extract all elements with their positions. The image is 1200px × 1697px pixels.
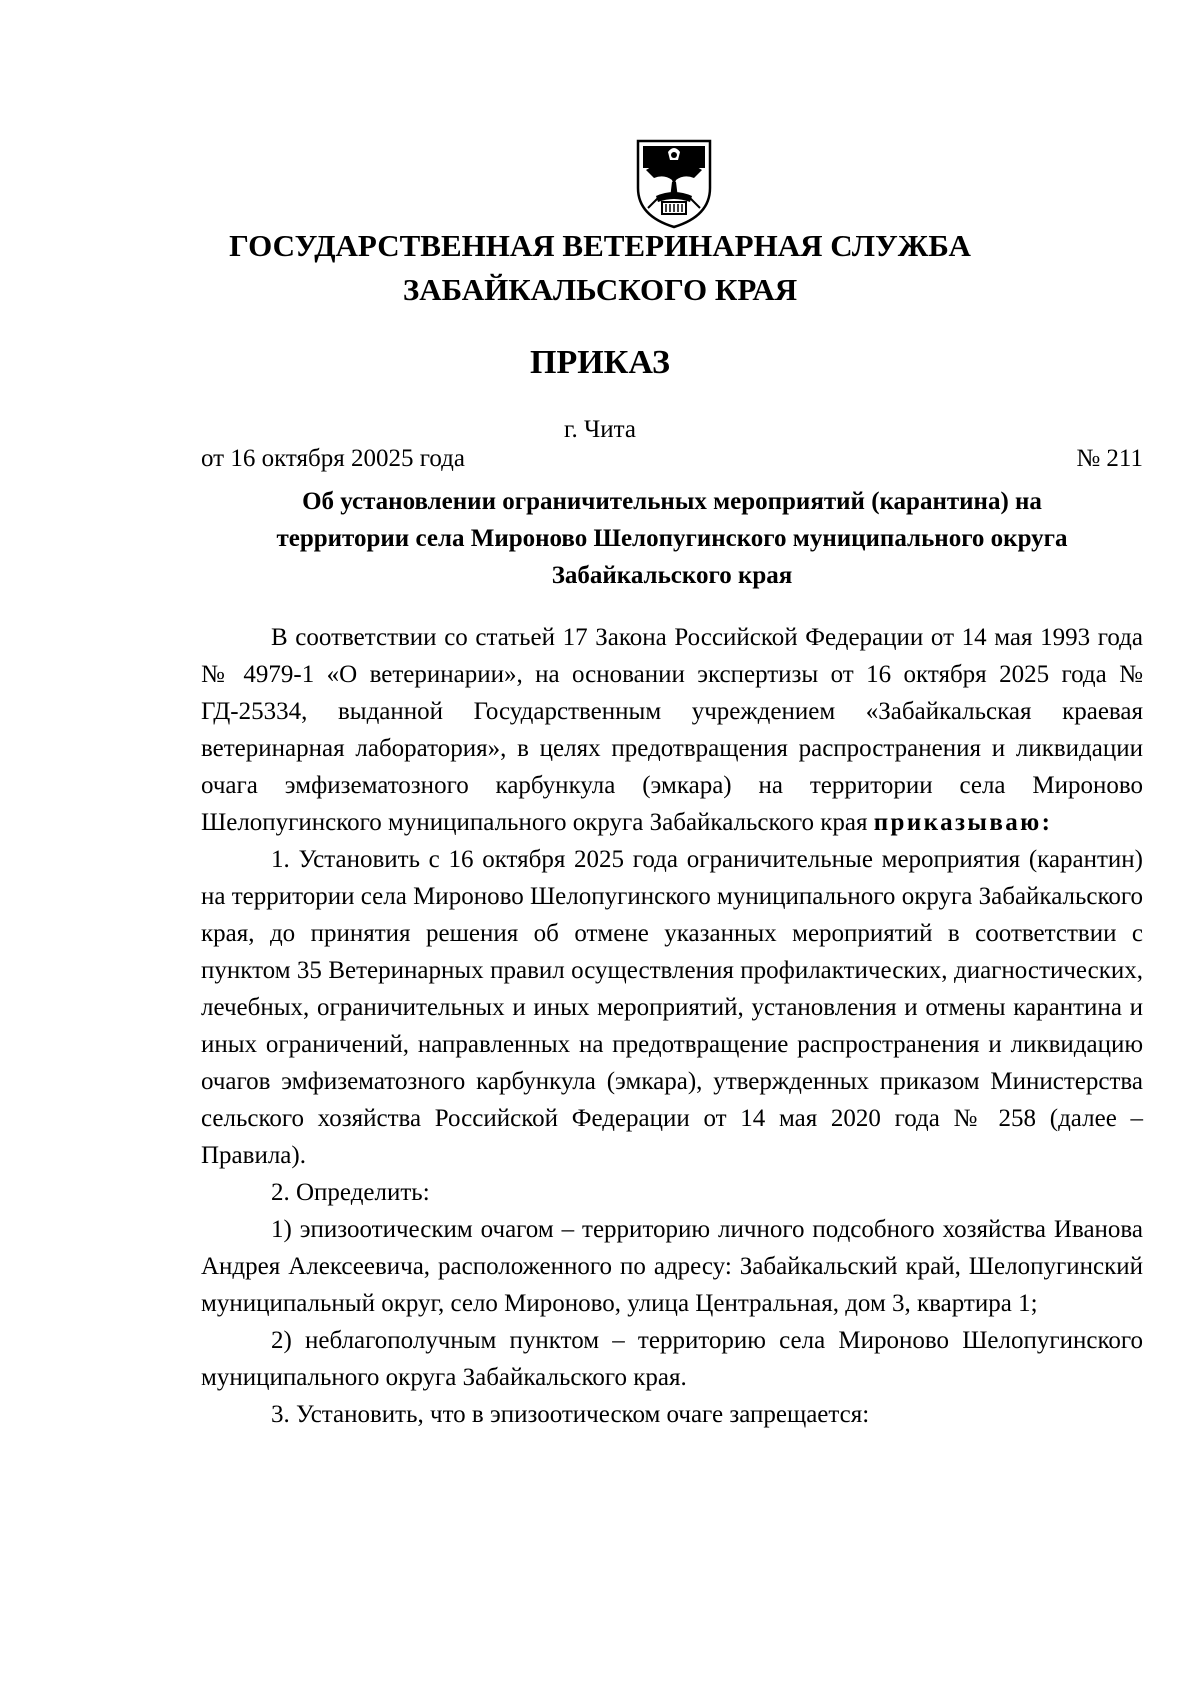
item-1-paragraph: 1. Установить с 16 октября 2025 года ограничительные мероприятия (карантин) на территории села Мироново Шелопугинского муниципального округа Забайкальского края, до принятия решения об отмене указанных мероприятий в соответствии с пунктом 35 Ветеринарных правил осуществления профилактических, диагностических, лечебных, ограничительных и иных мероприятий, установления и отмены карантина и иных ограничений, направленных на предотвращение распространения и ликвидацию очагов эмфизематозного карбункула (эмкара), утвержденных приказом Министерства сельского хозяйства Российской Федерации от 14 мая 2020 года № 258 (далее – Правила).	[201, 846, 1143, 1169]
document-body	[201, 619, 1143, 1433]
item-2-paragraph: 2. Определить:	[271, 1179, 430, 1206]
item-3-paragraph: 3. Установить, что в эпизоотическом очаге запрещается:	[271, 1401, 870, 1428]
organization-name	[0, 224, 1200, 312]
order-word: приказываю:	[873, 809, 1053, 836]
document-title	[201, 483, 1143, 594]
date-number-line	[201, 443, 1143, 475]
document-type: ПРИКАЗ	[530, 344, 670, 381]
coat-of-arms-icon	[634, 138, 714, 230]
organization-name-line1: ГОСУДАРСТВЕННАЯ ВЕТЕРИНАРНАЯ СЛУЖБА	[229, 228, 971, 263]
document-title-line3: Забайкальского края	[551, 562, 793, 589]
document-title-line1: Об установлении ограничительных мероприятий (карантина) на	[302, 488, 1042, 515]
preamble-paragraph	[201, 619, 1143, 841]
item-2-2-paragraph: 2) неблагополучным пунктом – территорию села Мироново Шелопугинского муниципального округа Забайкальского края.	[201, 1327, 1143, 1391]
organization-name-line2: ЗАБАЙКАЛЬСКОГО КРАЯ	[402, 272, 798, 307]
document-number: № 211	[1076, 445, 1143, 472]
document-title-line2: территории села Мироново Шелопугинского муниципального округа	[276, 525, 1068, 552]
preamble-text: В соответствии со статьей 17 Закона Российской Федерации от 14 мая 1993 года № 4979-1 «О ветеринарии», на основании экспертизы от 16 октября 2025 года № ГД-25334, выданной Государственным учреждением «Забайкальская краевая ветеринарная лаборатория», в целях предотвращения распространения и ликвидации очага эмфизематозного карбункула (эмкара) на территории села Мироново Шелопугинского муниципального округа Забайкальского края	[201, 624, 1143, 836]
document-date: от 16 октября 20025 года	[201, 445, 465, 472]
document-city: г. Чита	[564, 416, 636, 443]
item-2-1-paragraph: 1) эпизоотическим очагом – территорию личного подсобного хозяйства Иванова Андрея Алексеевича, расположенного по адресу: Забайкальский край, Шелопугинский муниципальный округ, село Мироново, улица Центральная, дом 3, квартира 1;	[201, 1216, 1143, 1317]
